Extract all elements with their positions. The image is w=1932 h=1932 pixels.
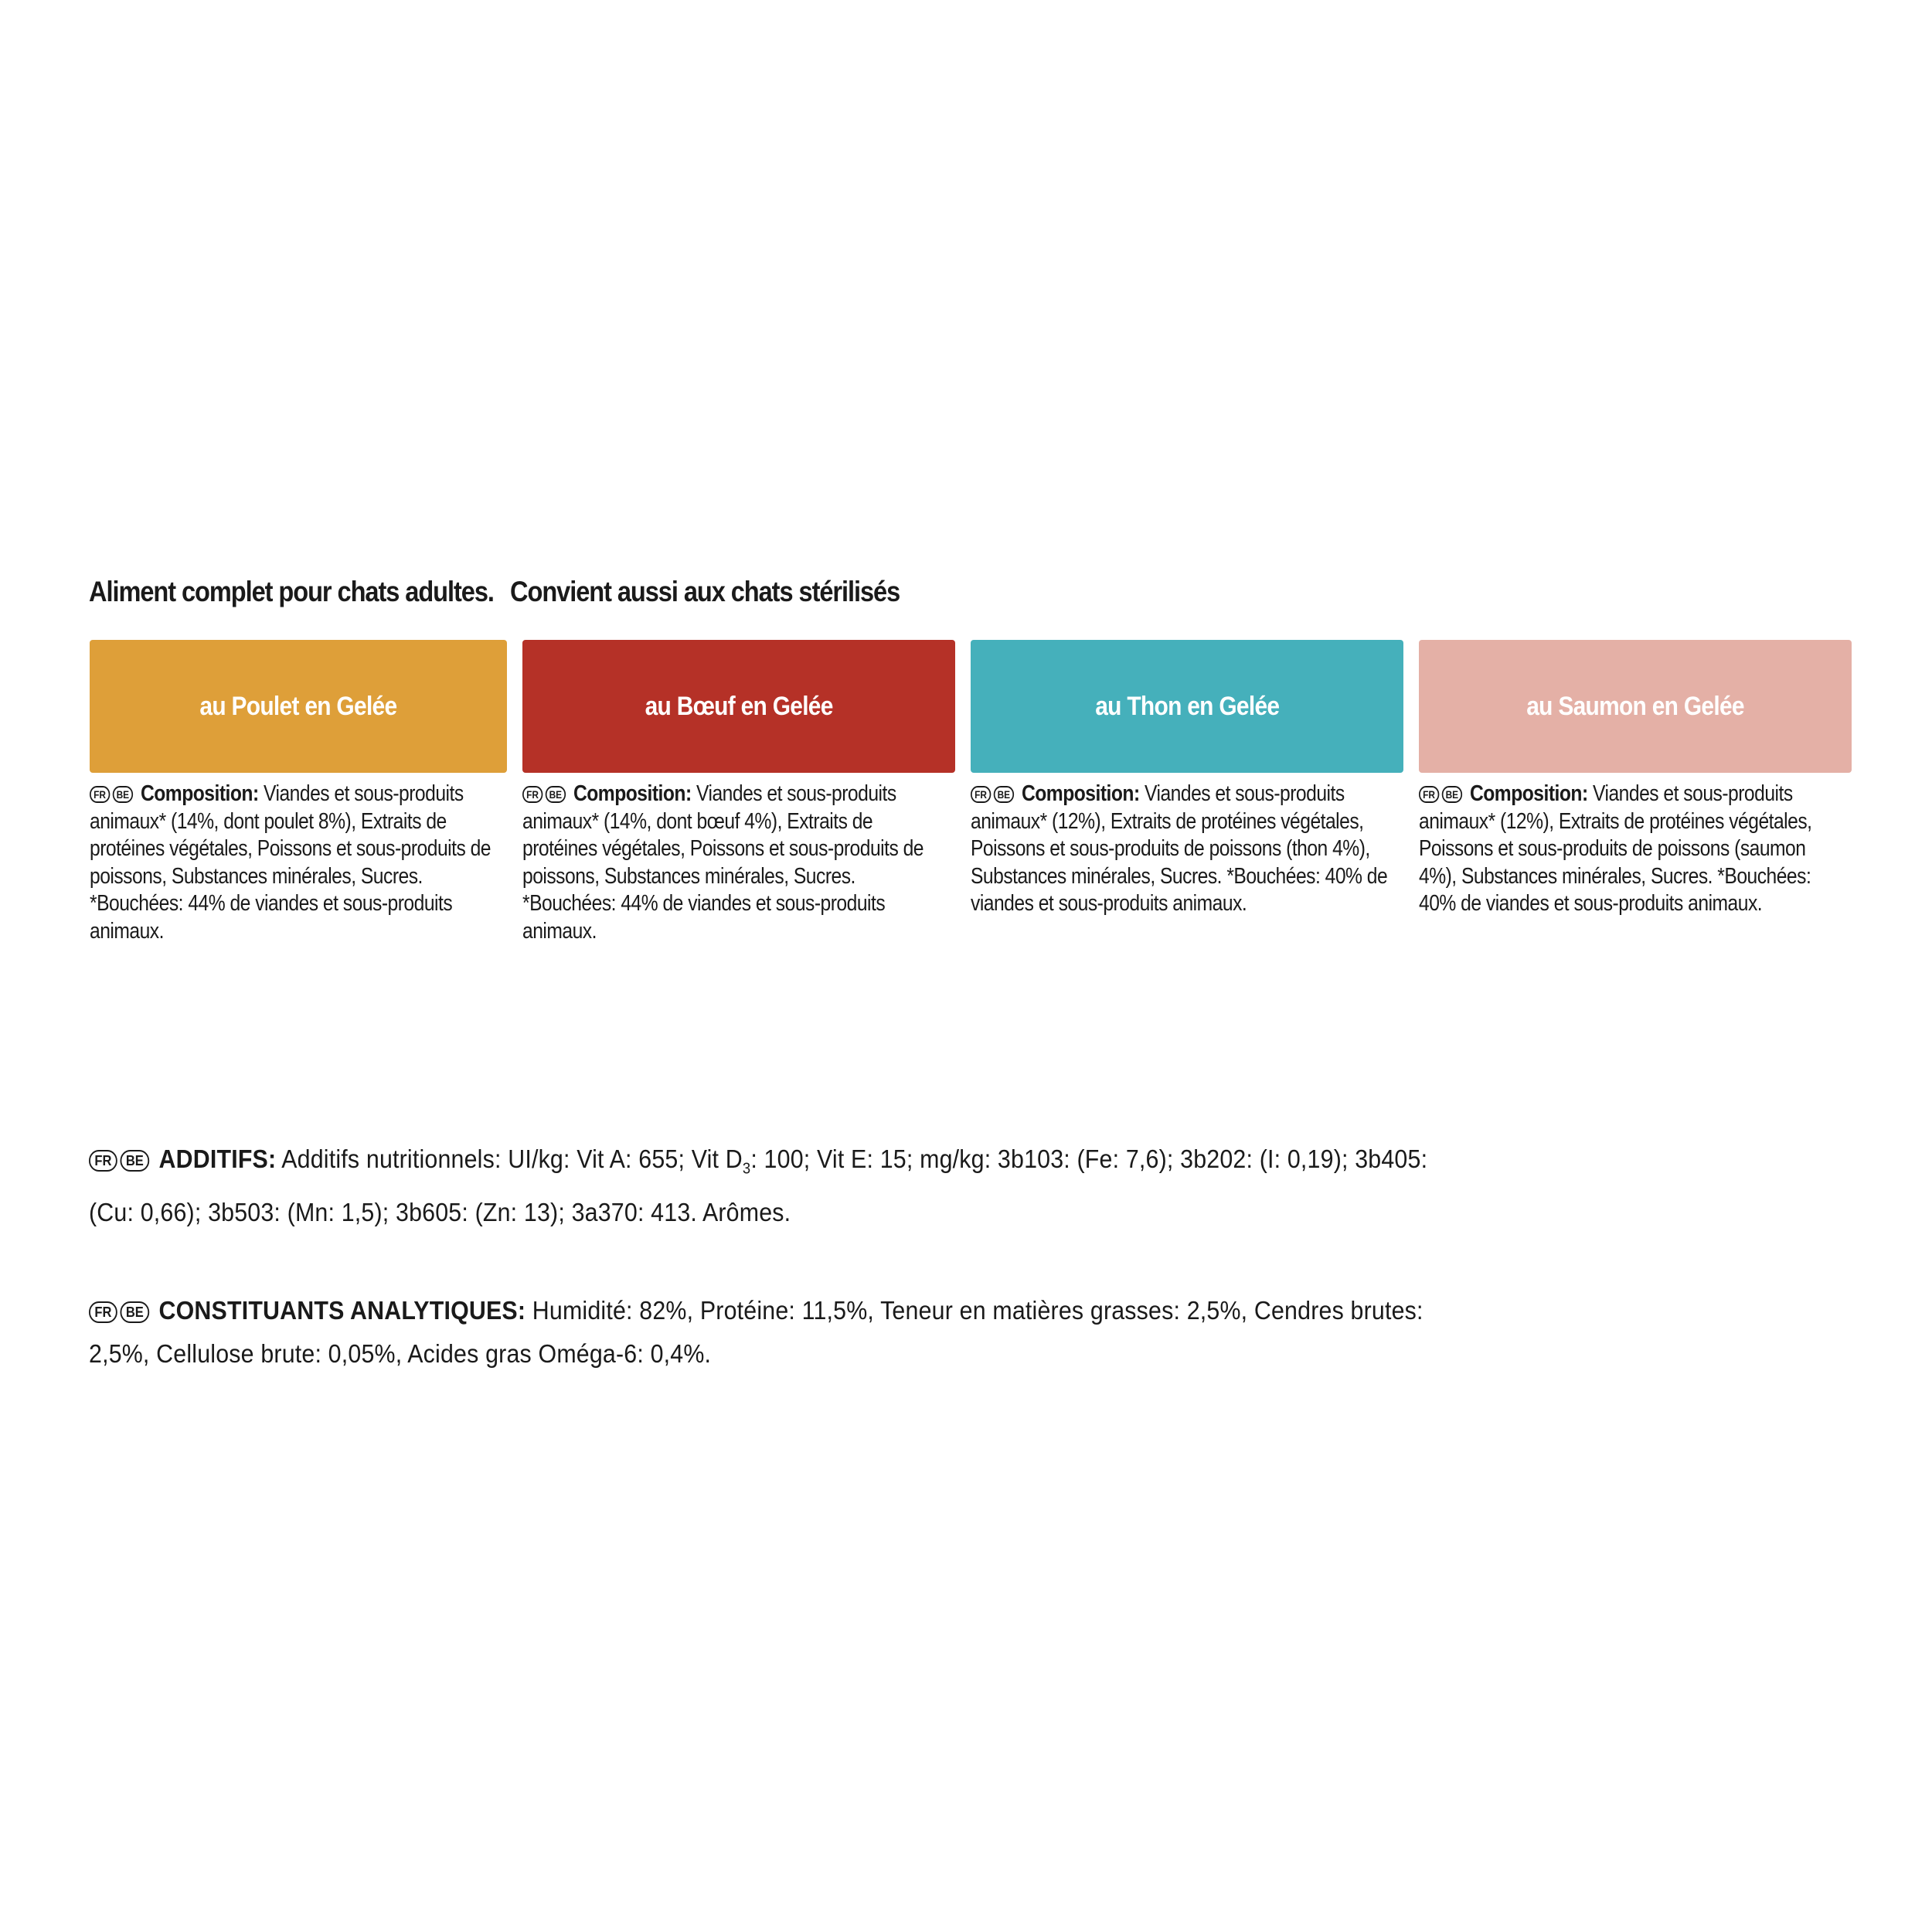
additifs-paragraph: [89, 1138, 1542, 1234]
composition-label: Composition:: [1469, 781, 1588, 806]
fr-flag-icon: FR: [1419, 786, 1439, 803]
variant-title: au Saumon en Gelée: [1526, 691, 1744, 721]
be-flag-icon: BE: [545, 786, 566, 803]
variant-band: [90, 640, 507, 773]
composition-block: [522, 781, 955, 945]
be-flag-icon: BE: [120, 1301, 149, 1323]
variant-title: au Bœuf en Gelée: [645, 691, 833, 721]
headline: [89, 576, 1653, 608]
fr-flag-icon: FR: [89, 1150, 117, 1172]
composition-label: Composition:: [1021, 781, 1140, 806]
variant-band: [522, 640, 955, 773]
composition-block: [971, 781, 1403, 918]
be-flag-icon: BE: [1441, 786, 1462, 803]
constituants-label: CONSTITUANTS ANALYTIQUES:: [158, 1296, 526, 1325]
composition-label: Composition:: [573, 781, 692, 806]
additifs-subscript: 3: [742, 1160, 751, 1178]
composition-label: Composition:: [140, 781, 259, 806]
variant-poulet: [90, 640, 507, 945]
be-flag-icon: BE: [120, 1150, 149, 1172]
composition-text: Viandes et sous-produits animaux* (14%, dont poulet 8%), Extraits de protéines végétales, Poissons et sous-produits de poissons, Substances minérales, Sucres. *Bouchées: 44% de viandes et sous-produits animaux.: [90, 781, 492, 944]
fr-flag-icon: FR: [971, 786, 991, 803]
be-flag-icon: BE: [112, 786, 133, 803]
variant-title: au Poulet en Gelée: [199, 691, 397, 721]
composition-text: Viandes et sous-produits animaux* (12%), Extraits de protéines végétales, Poissons et sous-produits de poissons (thon 4%), Substances minérales, Sucres. *Bouchées: 40% de viandes et sous-produits animaux.: [971, 781, 1388, 916]
variant-band: [971, 640, 1403, 773]
headline-part1: Aliment complet pour chats adultes.: [89, 576, 494, 607]
constituants-text: Humidité: 82%, Protéine: 11,5%, Teneur en matières grasses: 2,5%, Cendres brutes: 2,5%, Cellulose brute: 0,05%, Acides gras Oméga-6: 0,4%.: [89, 1296, 1423, 1368]
constituants-paragraph: [89, 1289, 1542, 1376]
variant-band: [1419, 640, 1852, 773]
variant-title: au Thon en Gelée: [1094, 691, 1280, 721]
additifs-text-2: : 100; Vit E: 15; mg/kg: 3b103: (Fe: 7,6); 3b202: (I: 0,19); 3b405: (Cu: 0,66); 3b503: (Mn: 1,5); 3b605: (Zn: 13); 3a370: 413. Arômes.: [89, 1145, 1428, 1226]
variant-thon: [971, 640, 1403, 918]
additifs-label: ADDITIFS:: [158, 1145, 277, 1173]
variant-saumon: [1419, 640, 1852, 918]
headline-part2: Convient aussi aux chats stérilisés: [510, 576, 900, 607]
composition-block: [1419, 781, 1852, 918]
be-flag-icon: BE: [993, 786, 1014, 803]
composition-text: Viandes et sous-produits animaux* (14%, dont bœuf 4%), Extraits de protéines végétales, Poissons et sous-produits de poissons, Substances minérales, Sucres. *Bouchées: 44% de viandes et sous-produits animaux.: [522, 781, 924, 944]
fr-flag-icon: FR: [90, 786, 110, 803]
composition-text: Viandes et sous-produits animaux* (12%), Extraits de protéines végétales, Poissons et sous-produits de poissons (saumon 4%), Substances minérales, Sucres. *Bouchées: 40% de viandes et sous-produits animaux.: [1419, 781, 1812, 916]
fr-flag-icon: FR: [89, 1301, 117, 1323]
composition-block: [90, 781, 507, 945]
fr-flag-icon: FR: [522, 786, 543, 803]
variant-boeuf: [522, 640, 955, 945]
additifs-text-1: Additifs nutritionnels: UI/kg: Vit A: 655; Vit D: [281, 1145, 743, 1173]
